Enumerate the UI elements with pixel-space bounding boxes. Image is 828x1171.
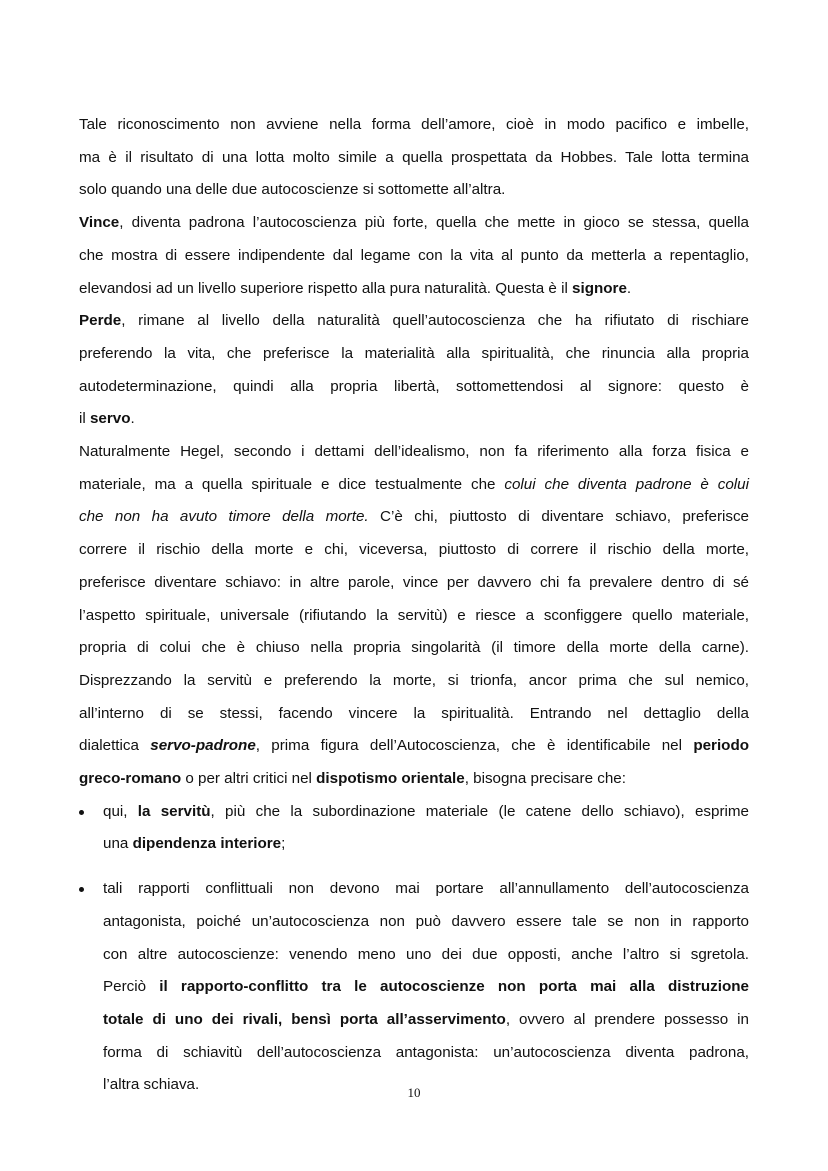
text-line (79, 403, 749, 436)
text-run: materiale, ma a quella spirituale e dice testualmente che (79, 475, 505, 493)
emphasis-text: colui che diventa padrone è colui (504, 475, 749, 493)
text-run: ; (281, 835, 286, 853)
text-line (79, 501, 749, 534)
bullet-dot-icon (79, 887, 84, 892)
text-line (79, 207, 749, 240)
emphasis-text: totale di uno dei rivali, bensì porta all’asservimento (103, 1010, 506, 1028)
emphasis-text: greco-romano (79, 770, 182, 788)
paragraph-hegel (79, 436, 749, 796)
text-line (79, 436, 749, 469)
text-run: . (130, 410, 135, 428)
text-run: . (626, 279, 632, 297)
text-line (79, 600, 749, 633)
text-run: solo quando una delle due autocoscienze si sottomette all’altra. (79, 181, 506, 199)
text-run: o per altri critici nel (181, 770, 317, 788)
text-line (79, 338, 749, 371)
text-line (79, 240, 749, 273)
page-number: 10 (407, 1085, 421, 1100)
body-text (79, 109, 749, 1102)
text-run: , bisogna precisare che: (464, 770, 626, 788)
text-run: , ovvero al prendere possesso in (505, 1010, 749, 1028)
text-line (79, 665, 749, 698)
text-line (79, 371, 749, 404)
text-run: , prima figura dell’Autocoscienza, che è identificabile nel (255, 737, 694, 755)
text-run: , rimane al livello della naturalità quell’autocoscienza che ha rifiutato di rischiare (121, 312, 749, 330)
text-line (79, 763, 749, 796)
text-line (103, 873, 749, 906)
emphasis-text: servo (89, 410, 131, 428)
emphasis-text: periodo (693, 737, 749, 755)
paragraph-vince (79, 207, 749, 305)
text-line (103, 828, 749, 861)
text-run: una (103, 835, 133, 853)
bullet-servitu (79, 796, 749, 861)
text-line (79, 730, 749, 763)
text-run: elevandosi ad un livello superiore rispetto alla pura naturalità. Questa è il (79, 279, 573, 297)
text-line (103, 796, 749, 829)
text-line (103, 971, 749, 1004)
text-run: che mostra di essere indipendente dal legame con la vita al punto da metterla a repentaglio, (79, 246, 749, 264)
emphasis-text: dipendenza interiore (132, 835, 282, 853)
text-run: propria di colui che è chiuso nella propria singolarità (il timore della morte della carne). (79, 639, 749, 657)
text-line (103, 939, 749, 972)
bullet-list (79, 796, 749, 1102)
bullet-dot-icon (79, 810, 84, 815)
text-run: ma è il risultato di una lotta molto simile a quella prospettata da Hobbes. Tale lotta termina (79, 148, 749, 166)
text-line (79, 174, 749, 207)
text-line (103, 1037, 749, 1070)
emphasis-text: Perde (79, 312, 122, 330)
paragraph-riconoscimento (79, 109, 749, 207)
text-line (79, 305, 749, 338)
emphasis-text: la servitù (137, 802, 211, 820)
text-line (103, 906, 749, 939)
text-run: l’altra schiava. (103, 1076, 200, 1094)
text-line (79, 534, 749, 567)
text-run: Tale riconoscimento non avviene nella forma dell’amore, cioè in modo pacifico e imbelle, (79, 116, 749, 133)
text-run: , più che la subordinazione materiale (le catene dello schiavo), esprime (210, 802, 749, 820)
emphasis-text: signore (572, 279, 627, 297)
text-line (79, 567, 749, 600)
text-run: dialettica (79, 737, 151, 755)
text-run: qui, (103, 802, 138, 820)
paragraphs (79, 109, 749, 796)
text-run: l’aspetto spirituale, universale (rifiutando la servitù) e riesce a sconfiggere quello materiale, (79, 606, 749, 624)
text-run: Perciò (103, 978, 160, 996)
text-run: forma di schiavitù dell’autocoscienza antagonista: un’autocoscienza diventa padrona, (103, 1043, 749, 1061)
text-line (79, 142, 749, 175)
text-line (79, 632, 749, 665)
emphasis-text: che non ha avuto timore della morte. (79, 508, 369, 526)
text-run: Naturalmente Hegel, secondo i dettami dell’idealismo, non fa riferimento alla forza fisica e (79, 443, 749, 461)
emphasis-text: servo-padrone (150, 737, 256, 755)
text-line (79, 698, 749, 731)
text-line (79, 109, 749, 142)
paragraph-perde (79, 305, 749, 436)
text-run: preferisce diventare schiavo: in altre parole, vince per davvero chi fa prevalere dentro di sé (79, 573, 749, 591)
text-run: autodeterminazione, quindi alla propria libertà, sottomettendosi al signore: questo è (79, 377, 749, 395)
emphasis-text: il rapporto-conflitto tra le autocoscienze non porta mai alla distruzione (159, 978, 749, 996)
text-run: il (79, 410, 90, 428)
text-run: Disprezzando la servitù e preferendo la morte, si trionfa, ancor prima che sul nemico, (79, 671, 749, 689)
text-run: C’è chi, piuttosto di diventare schiavo, preferisce (368, 508, 750, 526)
text-run: preferendo la vita, che preferisce la materialità alla spiritualità, che rinuncia alla propria (79, 344, 749, 362)
text-line (103, 1004, 749, 1037)
bullet-rapporti (79, 873, 749, 1102)
emphasis-text: dispotismo orientale (316, 770, 465, 788)
text-line (79, 273, 749, 306)
emphasis-text: Vince (79, 214, 120, 232)
text-run: all’interno di se stessi, facendo vincere la spiritualità. Entrando nel dettaglio della (79, 704, 749, 722)
text-line (79, 469, 749, 502)
text-run: correre il rischio della morte e chi, viceversa, piuttosto di correre il rischio della morte, (79, 541, 749, 559)
text-run: tali rapporti conflittuali non devono mai portare all’annullamento dell’autocoscienza (103, 880, 749, 898)
text-run: , diventa padrona l’autocoscienza più forte, quella che mette in gioco se stessa, quella (119, 214, 749, 232)
text-run: con altre autocoscienze: venendo meno uno dei due opposti, anche l’altro si sgretola. (103, 945, 749, 963)
text-run: antagonista, poiché un’autocoscienza non può davvero essere tale se non in rapporto (103, 912, 749, 930)
